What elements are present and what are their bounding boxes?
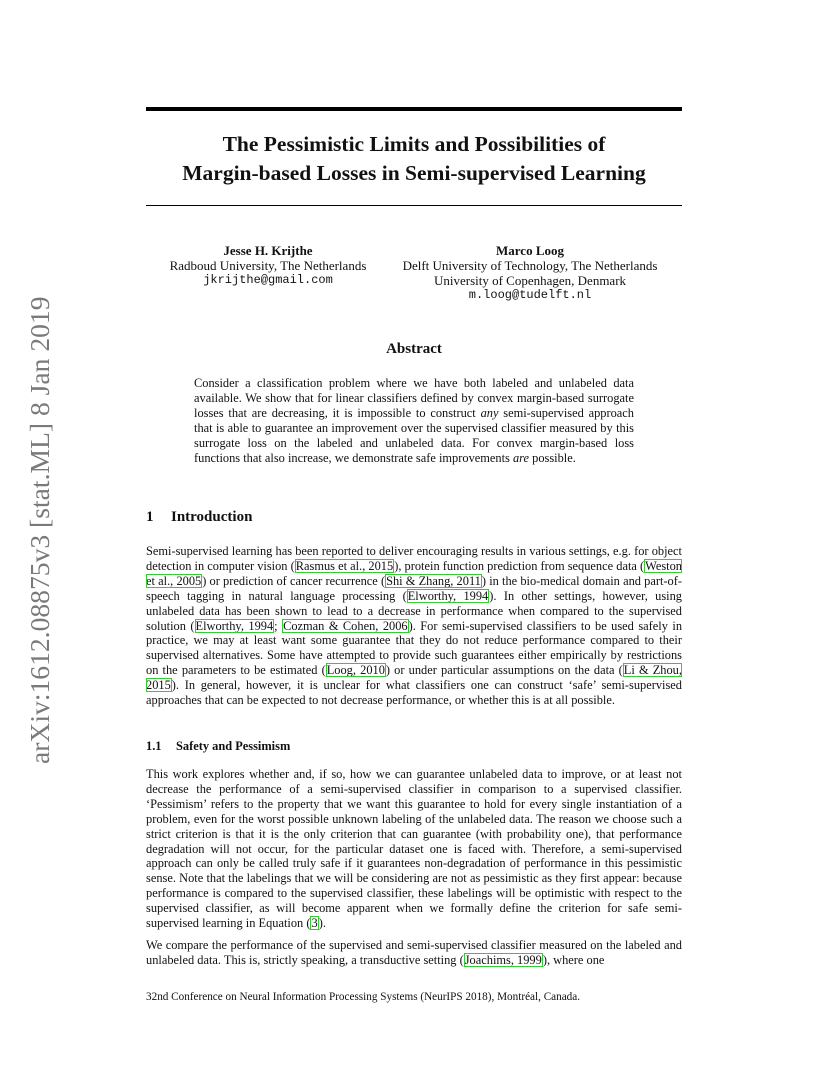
author-affiliation: Delft University of Technology, The Netherlands bbox=[402, 258, 658, 273]
abstract-text: Consider a classification problem where we have both labeled and unlabeled data available. We show that for linear classifiers defined by convex margin-based surrogate losses that are decreasing, it is impossible to construct any semi-supervised approach that is able to guarantee an improvement over the supervised classifier measured by this surrogate loss on the labeled and unlabeled data. For convex margin-based loss functions that also increase, we demonstrate safe improvements are possible. bbox=[194, 376, 634, 465]
citation-link[interactable]: Shi & Zhang, 2011 bbox=[386, 573, 481, 588]
author-name: Marco Loog bbox=[496, 243, 564, 258]
safety-paragraph: This work explores whether and, if so, how we can guarantee unlabeled data to improve, or at least not decrease the performance of a semi-supervised classifier in comparison to a supervised classifier. ‘Pessimism’ refers to the property that we want this guarantee to hold for every single instantiation of a problem, even for the worst possible unknown labeling of the unlabeled data. The reason we choose such a strict criterion is that it is the only criterion that can guarantee (with probability one), that performance degradation will not occur, for the particular dataset one is faced with. Therefore, a semi-supervised approach can only be called truly safe if it guarantees non-degradation of performance in this pessimistic sense. Note that the labelings that we will be considering are not as pessimistic as they first appear: because performance is compared to the supervised classifier, these labelings will be optimistic with respect to the supervised classifier, as will become apparent when we formally define the criterion for safe semi-supervised learning in Equation (3). bbox=[146, 767, 682, 931]
author-affiliation: Radboud University, The Netherlands bbox=[169, 258, 367, 273]
section-number: 1 bbox=[146, 509, 154, 525]
arxiv-identifier: arXiv:1612.08875v3 [stat.ML] 8 Jan 2019 bbox=[24, 296, 55, 764]
citation-link[interactable]: Loog, 2010 bbox=[326, 663, 385, 678]
citation-link[interactable]: Joachims, 1999 bbox=[464, 952, 542, 967]
abstract-heading: Abstract bbox=[386, 341, 442, 357]
citation-link[interactable]: Rasmus et al., 2015 bbox=[295, 558, 394, 573]
citation-link[interactable]: Cozman & Cohen, 2006 bbox=[283, 618, 408, 633]
subsection-heading bbox=[146, 739, 290, 754]
author-affiliation: University of Copenhagen, Denmark bbox=[433, 273, 627, 288]
author-block-1 bbox=[158, 243, 378, 288]
section-heading bbox=[146, 509, 252, 526]
intro-paragraph: Semi-supervised learning has been reported to deliver encouraging results in various settings, e.g. for object detection in computer vision (Rasmus et al., 2015), protein function prediction from sequence data (Weston et al., 2005) or prediction of cancer recurrence (Shi & Zhang, 2011) in the bio-medical domain and part-of-speech tagging in natural language processing (Elworthy, 1994). In other settings, however, using unlabeled data has been shown to lead to a decrease in performance when compared to the supervised solution (Elworthy, 1994; Cozman & Cohen, 2006). For semi-supervised classifiers to be used safely in practice, we may at least want some guarantee that they do not reduce performance compared to their supervised alternatives. Some have attempted to provide such guarantees either empirically by restrictions on the parameters to be estimated (Loog, 2010) or under particular assumptions on the data (Li & Zhou, 2015). In general, however, it is unclear for what classifiers one can construct ‘safe’ semi-supervised approaches that can be expected to not decrease performance, or whether this is at all possible. bbox=[146, 544, 683, 708]
author-block-2 bbox=[390, 243, 670, 303]
subsection-title: Safety and Pessimism bbox=[176, 739, 291, 753]
title-rule-top bbox=[146, 107, 682, 111]
equation-link[interactable]: 3 bbox=[311, 916, 318, 931]
compare-paragraph: We compare the performance of the supervised and semi-supervised classifier measured on the labeled and unlabeled data. This is, strictly speaking, a transductive setting (Joachims, 1999), where one bbox=[146, 938, 682, 967]
citation-link[interactable]: Weston et al., 2005 bbox=[146, 558, 682, 588]
author-email[interactable]: jkrijthe@gmail.com bbox=[203, 273, 333, 287]
title-rule-bottom bbox=[146, 205, 682, 206]
citation-link[interactable]: Elworthy, 1994 bbox=[407, 588, 489, 603]
title-line-2: Margin-based Losses in Semi-supervised Learning bbox=[182, 161, 646, 185]
conference-footer: 32nd Conference on Neural Information Processing Systems (NeurIPS 2018), Montréal, Canada. bbox=[146, 991, 581, 1003]
author-name: Jesse H. Krijthe bbox=[223, 243, 313, 258]
citation-link[interactable]: Li & Zhou, 2015 bbox=[146, 663, 682, 693]
section-title: Introduction bbox=[171, 509, 253, 525]
paper-title bbox=[146, 130, 682, 188]
author-email[interactable]: m.loog@tudelft.nl bbox=[468, 288, 592, 302]
citation-link[interactable]: Elworthy, 1994 bbox=[195, 618, 274, 633]
subsection-number: 1.1 bbox=[146, 739, 162, 753]
title-line-1: The Pessimistic Limits and Possibilities of bbox=[222, 132, 606, 156]
